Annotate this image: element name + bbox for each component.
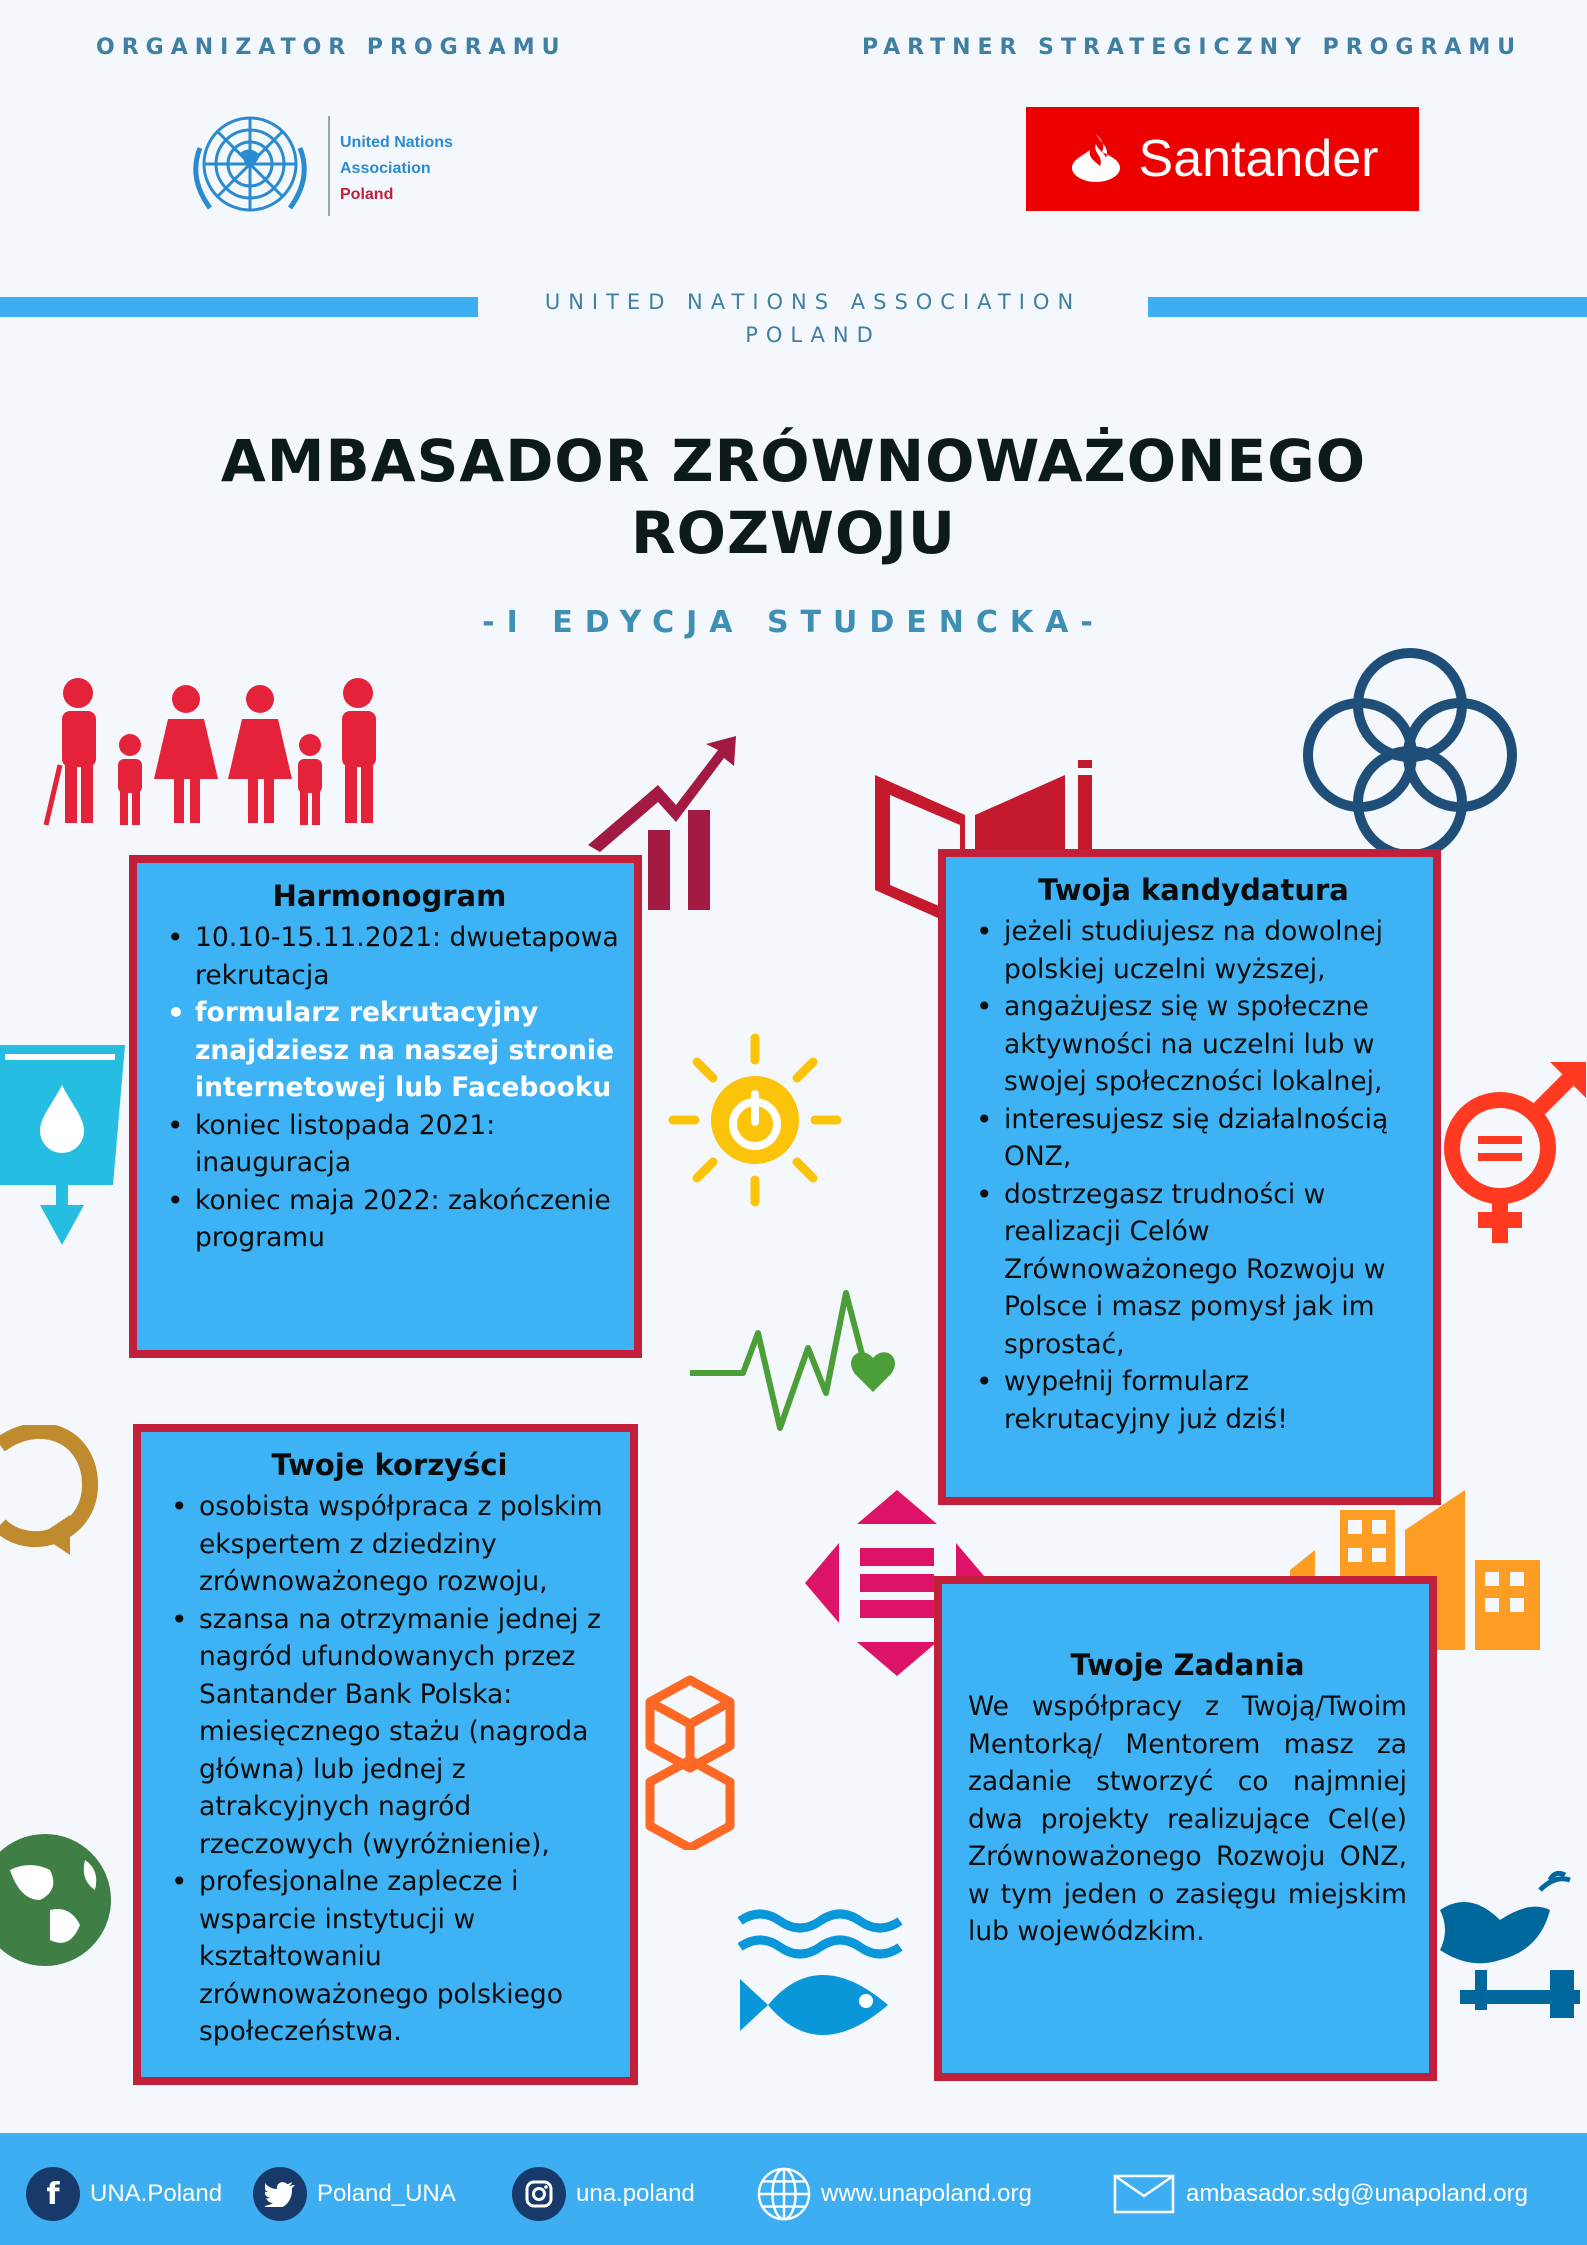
footer-twitter-text[interactable]: Poland_UNA (317, 2180, 456, 2207)
harmonogram-heading: Harmonogram (272, 879, 507, 913)
santander-logo (1026, 107, 1419, 211)
kandydatura-item: • wypełnij formularz rekrutacyjny już dziś! (968, 1363, 1419, 1438)
family-icon (38, 675, 398, 830)
heartbeat-icon (688, 1288, 903, 1438)
un-emblem-icon (180, 108, 320, 226)
twitter-icon (253, 2167, 307, 2221)
footer-email-text[interactable]: ambasador.sdg@unapoland.org (1186, 2180, 1528, 2207)
harmonogram-item: • koniec listopada 2021: inauguracja (159, 1107, 620, 1182)
footer-facebook-text[interactable]: UNA.Poland (90, 2180, 223, 2207)
zadania-heading: Twoje Zadania (1070, 1648, 1305, 1682)
stripe-left (0, 297, 478, 317)
una-logo (180, 108, 480, 226)
kandydatura-item: • interesujesz się działalnością ONZ, (968, 1101, 1419, 1176)
kandydatura-item: • dostrzegasz trudności w realizacji Celów Zrównoważonego Rozwoju w Polsce i masz pomysł jak im sprostać, (968, 1176, 1419, 1364)
footer-facebook[interactable] (26, 2167, 222, 2221)
korzysci-item: • szansa na otrzymanie jednej z nagród ufundowanych przez Santander Bank Polska: miesięcznego stażu (nagroda główna) lub jednej z atrakcyjnych nagród rzeczowych (wyróżnienie), (163, 1601, 616, 1864)
envelope-icon (1112, 2167, 1176, 2221)
page-title (0, 425, 1587, 569)
kandydatura-heading: Twoja kandydatura (1038, 873, 1349, 907)
santander-flame-icon (1067, 130, 1125, 188)
una-logo-line3: Poland (340, 186, 394, 203)
org-name-line2: POLAND (745, 323, 881, 347)
kandydatura-item: • jeżeli studiujesz na dowolnej polskiej uczelni wyższej, (968, 913, 1419, 988)
footer-website-text[interactable]: www.unapoland.org (821, 2180, 1032, 2207)
title-line1: AMBASADOR ZRÓWNOWAŻONEGO (220, 427, 1367, 495)
una-logo-line1: United Nations (340, 134, 453, 151)
kandydatura-item: • angażujesz się w społeczne aktywności na uczelni lub w swojej społeczności lokalnej, (968, 988, 1419, 1101)
footer-instagram-text[interactable]: una.poland (576, 2180, 695, 2207)
organizer-label: ORGANIZATOR PROGRAMU (96, 35, 567, 60)
gender-equality-icon (1440, 1058, 1587, 1248)
org-name-line1: UNITED NATIONS ASSOCIATION (544, 290, 1082, 314)
recycle-icon (0, 1425, 135, 1575)
harmonogram-item: • 10.10-15.11.2021: dwuetapowa rekrutacja (159, 919, 620, 994)
footer-twitter[interactable] (253, 2167, 456, 2221)
korzysci-item: • osobista współpraca z polskim ekspertem z dziedziny zrównoważonego rozwoju, (163, 1488, 616, 1601)
edition-subtitle: -I EDYCJA STUDENCKA- (482, 605, 1105, 640)
instagram-icon (512, 2167, 566, 2221)
partner-label: PARTNER STRATEGICZNY PROGRAMU (862, 35, 1523, 60)
zadania-text: We współpracy z Twoją/Twoim Mentorką/ Mentorem masz za zadanie stworzyć co najmniej dwa projekty realizujące Cel(e) Zrównoważonego Rozwoju ONZ, w tym jeden o zasięgu miejskim lub wojewódzkim. (968, 1691, 1407, 1947)
korzysci-box (133, 1424, 638, 2085)
rings-icon (1290, 645, 1530, 860)
footer-website[interactable] (757, 2167, 1032, 2221)
harmonogram-item: • koniec maja 2022: zakończenie programu (159, 1182, 620, 1257)
water-icon (0, 1045, 125, 1260)
korzysci-heading: Twoje korzyści (271, 1448, 508, 1482)
una-logo-line2: Association (340, 160, 431, 177)
korzysci-list (163, 1488, 616, 2051)
zadania-box (934, 1576, 1437, 2081)
fish-icon (738, 1905, 918, 2055)
cubes-icon (630, 1675, 750, 1850)
harmonogram-box (129, 855, 642, 1358)
stripe-right (1148, 297, 1587, 317)
korzysci-item: • profesjonalne zaplecze i wsparcie instytucji w kształtowaniu zrównoważonego polskiego społeczeństwa. (163, 1863, 616, 2051)
footer-bar (0, 2133, 1587, 2245)
dove-gavel-icon (1430, 1870, 1587, 2030)
globe-web-icon (757, 2167, 811, 2221)
harmonogram-item-form-link[interactable]: • formularz rekrutacyjny znajdziesz na naszej stronie internetowej lub Facebooku (159, 994, 620, 1107)
title-line2: ROZWOJU (631, 499, 956, 567)
footer-instagram[interactable] (512, 2167, 695, 2221)
santander-text: Santander (1138, 130, 1379, 188)
facebook-icon: f (26, 2167, 80, 2221)
kandydatura-list (968, 913, 1419, 1438)
kandydatura-box (938, 849, 1441, 1505)
footer-email[interactable] (1112, 2167, 1528, 2221)
harmonogram-list (159, 919, 620, 1257)
sun-power-icon (665, 1030, 845, 1210)
globe-icon (0, 1830, 115, 1970)
